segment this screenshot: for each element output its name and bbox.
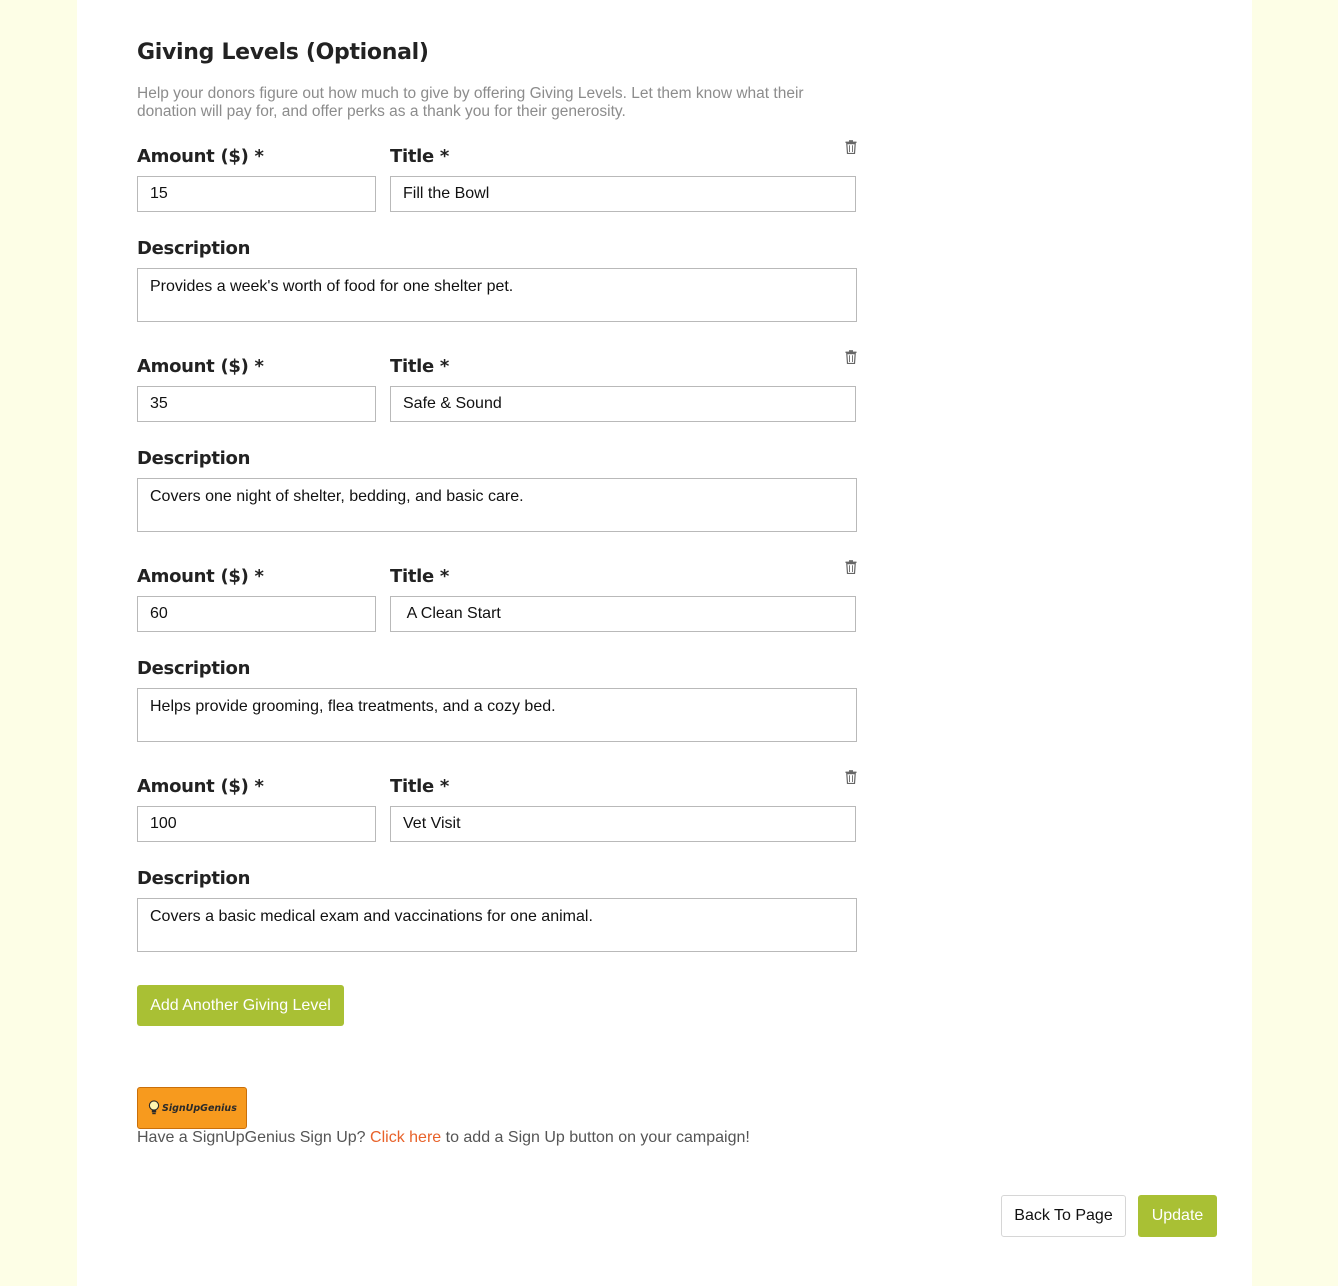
page-title: Giving Levels (Optional) <box>137 40 429 65</box>
trash-icon[interactable] <box>845 140 857 154</box>
amount-input[interactable] <box>137 386 376 422</box>
amount-input[interactable] <box>137 806 376 842</box>
title-label: Title * <box>390 146 450 167</box>
main-panel <box>77 0 1252 1286</box>
description-label: Description <box>137 658 251 679</box>
add-giving-level-button[interactable]: Add Another Giving Level <box>137 985 344 1026</box>
amount-label: Amount ($) * <box>137 776 264 797</box>
title-input[interactable] <box>390 596 856 632</box>
trash-icon[interactable] <box>845 770 857 784</box>
description-textarea[interactable] <box>137 268 857 322</box>
description-label: Description <box>137 868 251 889</box>
title-label: Title * <box>390 776 450 797</box>
description-textarea[interactable] <box>137 688 857 742</box>
update-button[interactable]: Update <box>1138 1195 1217 1237</box>
title-input[interactable] <box>390 176 856 212</box>
trash-icon[interactable] <box>845 560 857 574</box>
amount-label: Amount ($) * <box>137 356 264 377</box>
title-input[interactable] <box>390 806 856 842</box>
signup-prefix: Have a SignUpGenius Sign Up? <box>137 1129 371 1146</box>
back-to-page-button[interactable]: Back To Page <box>1001 1195 1126 1237</box>
giving-level-3 <box>137 566 857 766</box>
title-label: Title * <box>390 566 450 587</box>
trash-icon[interactable] <box>845 350 857 364</box>
amount-input[interactable] <box>137 596 376 632</box>
lightbulb-icon <box>148 1100 160 1116</box>
help-text: Help your donors figure out how much to give by offering Giving Levels. Let them know what their donation will pay for, and offer perks as a thank you for their generosity. <box>137 85 804 120</box>
amount-input[interactable] <box>137 176 376 212</box>
title-label: Title * <box>390 356 450 377</box>
amount-label: Amount ($) * <box>137 566 264 587</box>
giving-level-1 <box>137 146 857 346</box>
description-label: Description <box>137 448 251 469</box>
logo-text: SignUpGenius <box>162 1102 237 1114</box>
signup-suffix: to add a Sign Up button on your campaign! <box>441 1129 750 1146</box>
description-textarea[interactable] <box>137 478 857 532</box>
click-here-link[interactable]: Click here <box>370 1129 442 1146</box>
signup-prompt <box>137 1129 750 1147</box>
title-input[interactable] <box>390 386 856 422</box>
signupgenius-logo[interactable] <box>137 1087 247 1129</box>
amount-label: Amount ($) * <box>137 146 264 167</box>
giving-level-4 <box>137 776 857 976</box>
description-label: Description <box>137 238 251 259</box>
giving-level-2 <box>137 356 857 556</box>
description-textarea[interactable] <box>137 898 857 952</box>
